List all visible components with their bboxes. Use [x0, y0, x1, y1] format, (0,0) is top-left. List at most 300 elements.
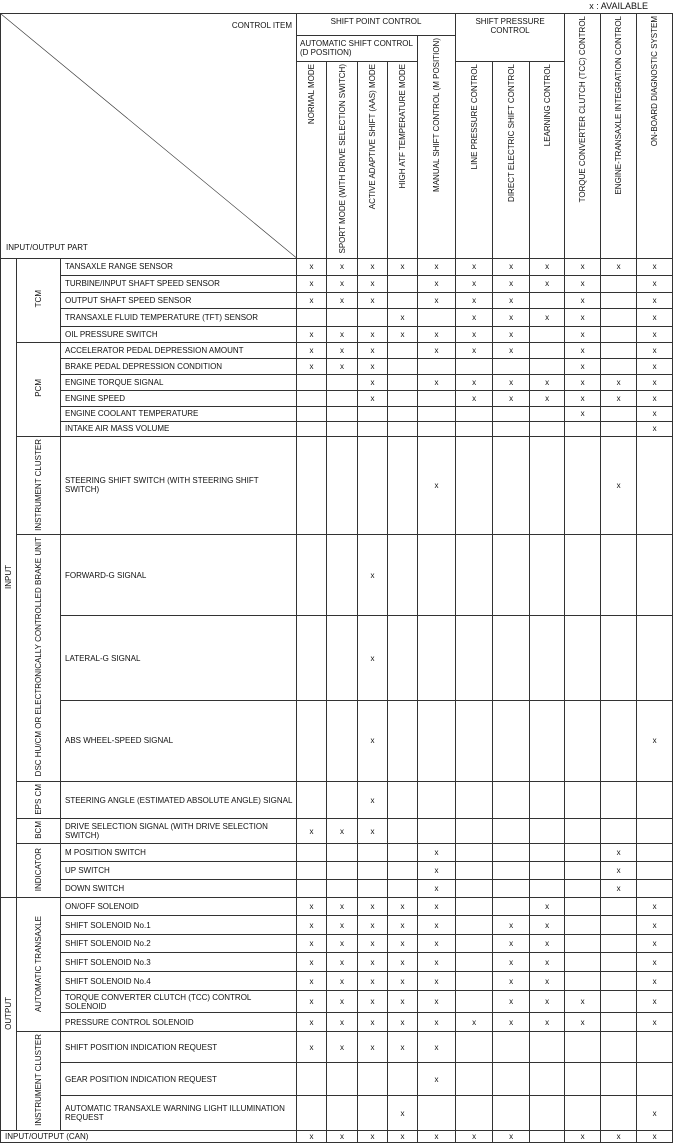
- availability-cell: x: [530, 258, 565, 275]
- availability-cell: [388, 275, 418, 292]
- availability-cell: x: [418, 436, 456, 535]
- table-row: [1, 1013, 673, 1032]
- availability-cell: [327, 616, 358, 701]
- availability-cell: x: [493, 1131, 530, 1143]
- availability-cell: x: [530, 308, 565, 326]
- row-label: ENGINE COOLANT TEMPERATURE: [61, 406, 297, 421]
- availability-cell: x: [388, 972, 418, 991]
- availability-cell: x: [456, 1013, 493, 1032]
- availability-cell: x: [388, 1032, 418, 1063]
- row-label: SHIFT SOLENOID No.1: [61, 916, 297, 935]
- availability-cell: [493, 406, 530, 421]
- availability-cell: x: [358, 535, 388, 616]
- availability-cell: [601, 1062, 637, 1095]
- availability-cell: x: [358, 616, 388, 701]
- can-row-label: INPUT/OUTPUT (CAN): [1, 1131, 297, 1143]
- availability-cell: [418, 1096, 456, 1131]
- availability-cell: [530, 1096, 565, 1131]
- availability-cell: x: [601, 390, 637, 406]
- availability-cell: [601, 275, 637, 292]
- availability-cell: x: [565, 991, 601, 1013]
- row-label: ENGINE SPEED: [61, 390, 297, 406]
- availability-cell: x: [388, 258, 418, 275]
- availability-cell: x: [297, 819, 327, 844]
- availability-cell: [388, 374, 418, 390]
- availability-cell: x: [358, 358, 388, 374]
- table-row: [1, 616, 673, 701]
- availability-cell: [530, 436, 565, 535]
- availability-cell: [601, 616, 637, 701]
- availability-cell: x: [297, 935, 327, 953]
- row-label: SHIFT POSITION INDICATION REQUEST: [61, 1032, 297, 1063]
- group-instrument-cluster-output: INSTRUMENT CLUSTER: [17, 1032, 61, 1131]
- availability-cell: [565, 880, 601, 898]
- col-header-line-pressure: LINE PRESSURE CONTROL: [456, 62, 493, 259]
- availability-cell: [418, 700, 456, 781]
- availability-cell: [493, 700, 530, 781]
- availability-cell: [637, 1032, 673, 1063]
- availability-cell: [601, 421, 637, 436]
- availability-cell: x: [418, 880, 456, 898]
- availability-cell: x: [637, 953, 673, 972]
- availability-cell: x: [418, 991, 456, 1013]
- availability-cell: x: [456, 374, 493, 390]
- row-label: OIL PRESSURE SWITCH: [61, 326, 297, 342]
- availability-cell: [530, 844, 565, 862]
- availability-cell: [456, 916, 493, 935]
- availability-cell: [601, 342, 637, 358]
- col-header-high-atf: HIGH ATF TEMPERATURE MODE: [388, 62, 418, 259]
- availability-cell: x: [297, 991, 327, 1013]
- row-label: DOWN SWITCH: [61, 880, 297, 898]
- availability-cell: [327, 406, 358, 421]
- availability-cell: [601, 358, 637, 374]
- shift-point-control-header: SHIFT POINT CONTROL: [297, 14, 456, 36]
- availability-cell: x: [388, 898, 418, 916]
- row-label: PRESSURE CONTROL SOLENOID: [61, 1013, 297, 1032]
- availability-cell: x: [637, 374, 673, 390]
- row-label: ON/OFF SOLENOID: [61, 898, 297, 916]
- availability-cell: [493, 1096, 530, 1131]
- availability-cell: [493, 436, 530, 535]
- auto-shift-control-header: AUTOMATIC SHIFT CONTROL (D POSITION): [297, 36, 418, 62]
- availability-cell: x: [530, 935, 565, 953]
- availability-cell: [418, 535, 456, 616]
- availability-cell: [530, 616, 565, 701]
- availability-cell: x: [358, 700, 388, 781]
- availability-cell: [601, 935, 637, 953]
- availability-cell: x: [327, 326, 358, 342]
- availability-cell: [297, 390, 327, 406]
- availability-cell: x: [530, 1013, 565, 1032]
- availability-cell: [530, 862, 565, 880]
- availability-cell: [493, 358, 530, 374]
- availability-cell: [601, 972, 637, 991]
- row-label: AUTOMATIC TRANSAXLE WARNING LIGHT ILLUMINATION REQUEST: [61, 1096, 297, 1131]
- availability-cell: [358, 436, 388, 535]
- availability-cell: [601, 308, 637, 326]
- availability-cell: [493, 1032, 530, 1063]
- availability-cell: x: [327, 292, 358, 308]
- table-row: [1, 781, 673, 819]
- availability-cell: x: [530, 390, 565, 406]
- availability-cell: x: [493, 1013, 530, 1032]
- availability-cell: x: [327, 342, 358, 358]
- table-row: [1, 421, 673, 436]
- availability-cell: [418, 308, 456, 326]
- availability-cell: x: [565, 292, 601, 308]
- availability-cell: x: [327, 258, 358, 275]
- availability-cell: [358, 308, 388, 326]
- table-row: [1, 1062, 673, 1095]
- section-output: OUTPUT: [1, 898, 17, 1131]
- availability-cell: x: [358, 935, 388, 953]
- availability-cell: [530, 342, 565, 358]
- availability-cell: x: [327, 935, 358, 953]
- availability-cell: [418, 421, 456, 436]
- availability-cell: x: [358, 1032, 388, 1063]
- col-header-manual-shift: MANUAL SHIFT CONTROL (M POSITION): [418, 36, 456, 259]
- availability-cell: [327, 535, 358, 616]
- availability-cell: x: [493, 972, 530, 991]
- availability-cell: [418, 358, 456, 374]
- availability-cell: [388, 880, 418, 898]
- availability-cell: [358, 406, 388, 421]
- availability-cell: [327, 1062, 358, 1095]
- table-row: [1, 390, 673, 406]
- row-label: SHIFT SOLENOID No.4: [61, 972, 297, 991]
- availability-cell: [418, 390, 456, 406]
- availability-cell: x: [530, 953, 565, 972]
- availability-cell: x: [493, 342, 530, 358]
- availability-cell: [565, 1032, 601, 1063]
- availability-cell: [297, 844, 327, 862]
- availability-cell: [456, 700, 493, 781]
- table-row: [1, 991, 673, 1013]
- availability-cell: x: [388, 991, 418, 1013]
- availability-cell: x: [637, 1013, 673, 1032]
- group-indicator: INDICATOR: [17, 844, 61, 898]
- availability-cell: [327, 700, 358, 781]
- availability-cell: x: [388, 1013, 418, 1032]
- availability-cell: x: [327, 916, 358, 935]
- availability-cell: x: [637, 308, 673, 326]
- availability-cell: [493, 862, 530, 880]
- row-label: STEERING ANGLE (ESTIMATED ABSOLUTE ANGLE) SIGNAL: [61, 781, 297, 819]
- availability-cell: x: [358, 972, 388, 991]
- availability-cell: [358, 421, 388, 436]
- availability-cell: [456, 616, 493, 701]
- availability-cell: [493, 781, 530, 819]
- availability-cell: [493, 616, 530, 701]
- availability-cell: x: [565, 390, 601, 406]
- group-dsc: DSC HU/CM OR ELECTRONICALLY CONTROLLED BRAKE UNIT: [17, 535, 61, 781]
- availability-cell: x: [297, 326, 327, 342]
- availability-cell: [456, 862, 493, 880]
- availability-cell: [388, 421, 418, 436]
- availability-cell: [637, 819, 673, 844]
- availability-cell: [637, 862, 673, 880]
- availability-cell: [530, 292, 565, 308]
- availability-cell: x: [297, 1131, 327, 1143]
- availability-cell: [530, 326, 565, 342]
- availability-cell: [297, 374, 327, 390]
- availability-cell: x: [601, 436, 637, 535]
- availability-cell: x: [358, 374, 388, 390]
- io-part-label: INPUT/OUTPUT PART: [6, 242, 88, 252]
- availability-cell: x: [601, 844, 637, 862]
- availability-cell: [297, 1062, 327, 1095]
- col-header-learning: LEARNING CONTROL: [530, 62, 565, 259]
- availability-cell: x: [358, 390, 388, 406]
- availability-cell: x: [418, 1062, 456, 1095]
- availability-cell: x: [358, 991, 388, 1013]
- availability-cell: [601, 916, 637, 935]
- availability-cell: x: [358, 326, 388, 342]
- availability-cell: [297, 1096, 327, 1131]
- col-header-engine-transaxle: ENGINE-TRANSAXLE INTEGRATION CONTROL: [601, 14, 637, 259]
- availability-cell: x: [297, 953, 327, 972]
- availability-cell: x: [601, 258, 637, 275]
- availability-cell: x: [493, 916, 530, 935]
- availability-cell: [327, 1096, 358, 1131]
- availability-cell: x: [297, 972, 327, 991]
- availability-cell: x: [327, 1032, 358, 1063]
- availability-cell: [388, 406, 418, 421]
- table-row: [1, 819, 673, 844]
- availability-cell: [297, 406, 327, 421]
- availability-cell: [637, 535, 673, 616]
- availability-cell: [456, 421, 493, 436]
- row-label: ENGINE TORQUE SIGNAL: [61, 374, 297, 390]
- availability-cell: x: [601, 862, 637, 880]
- availability-cell: [388, 844, 418, 862]
- availability-cell: x: [327, 1013, 358, 1032]
- availability-cell: x: [388, 1131, 418, 1143]
- availability-cell: [327, 390, 358, 406]
- availability-cell: [530, 880, 565, 898]
- shift-pressure-control-header: SHIFT PRESSURE CONTROL: [456, 14, 565, 62]
- availability-cell: x: [565, 326, 601, 342]
- availability-cell: [493, 844, 530, 862]
- row-label: TORQUE CONVERTER CLUTCH (TCC) CONTROL SOLENOID: [61, 991, 297, 1013]
- availability-cell: [530, 1032, 565, 1063]
- availability-cell: [601, 700, 637, 781]
- availability-cell: x: [530, 972, 565, 991]
- availability-cell: [456, 358, 493, 374]
- availability-cell: [327, 880, 358, 898]
- table-row: [1, 275, 673, 292]
- availability-cell: x: [297, 275, 327, 292]
- availability-cell: [456, 406, 493, 421]
- availability-cell: [297, 616, 327, 701]
- availability-cell: [388, 390, 418, 406]
- table-row: [1, 972, 673, 991]
- availability-cell: [565, 953, 601, 972]
- availability-cell: [601, 1032, 637, 1063]
- availability-cell: x: [297, 258, 327, 275]
- availability-cell: [601, 1013, 637, 1032]
- availability-cell: x: [418, 953, 456, 972]
- availability-cell: [456, 436, 493, 535]
- availability-cell: x: [297, 358, 327, 374]
- availability-cell: x: [493, 258, 530, 275]
- availability-cell: x: [327, 972, 358, 991]
- availability-cell: x: [456, 258, 493, 275]
- table-row: [1, 953, 673, 972]
- availability-cell: [388, 342, 418, 358]
- availability-cell: x: [418, 1131, 456, 1143]
- availability-cell: [327, 308, 358, 326]
- availability-cell: x: [388, 308, 418, 326]
- availability-cell: x: [637, 275, 673, 292]
- col-header-sport-mode: SPORT MODE (WITH DRIVE SELECTION SWITCH): [327, 62, 358, 259]
- availability-cell: [493, 880, 530, 898]
- availability-cell: x: [358, 275, 388, 292]
- availability-cell: x: [456, 275, 493, 292]
- availability-cell: [456, 1062, 493, 1095]
- table-row: [1, 308, 673, 326]
- availability-cell: [565, 700, 601, 781]
- col-header-obd: ON-BOARD DIAGNOSTIC SYSTEM: [637, 14, 673, 259]
- table-row: [1, 1096, 673, 1131]
- availability-cell: x: [601, 1131, 637, 1143]
- row-label: TURBINE/INPUT SHAFT SPEED SENSOR: [61, 275, 297, 292]
- availability-cell: x: [327, 275, 358, 292]
- availability-cell: [601, 1096, 637, 1131]
- row-label: SHIFT SOLENOID No.2: [61, 935, 297, 953]
- availability-cell: x: [601, 374, 637, 390]
- row-label: SHIFT SOLENOID No.3: [61, 953, 297, 972]
- availability-cell: x: [530, 898, 565, 916]
- availability-cell: [493, 1062, 530, 1095]
- availability-cell: x: [565, 374, 601, 390]
- availability-cell: [530, 535, 565, 616]
- availability-cell: x: [388, 935, 418, 953]
- availability-cell: x: [456, 326, 493, 342]
- availability-cell: x: [456, 390, 493, 406]
- availability-cell: [493, 819, 530, 844]
- availability-cell: x: [637, 406, 673, 421]
- availability-cell: x: [327, 819, 358, 844]
- availability-cell: [565, 972, 601, 991]
- availability-cell: [565, 781, 601, 819]
- availability-cell: [637, 616, 673, 701]
- availability-cell: [388, 781, 418, 819]
- availability-cell: [358, 880, 388, 898]
- availability-cell: [601, 819, 637, 844]
- availability-cell: x: [493, 953, 530, 972]
- availability-cell: [601, 898, 637, 916]
- availability-cell: [565, 421, 601, 436]
- group-tcm: TCM: [17, 258, 61, 342]
- availability-cell: [297, 421, 327, 436]
- table-row: [1, 1131, 673, 1143]
- availability-cell: x: [637, 358, 673, 374]
- availability-cell: [456, 535, 493, 616]
- availability-cell: x: [418, 342, 456, 358]
- availability-cell: [565, 916, 601, 935]
- availability-cell: [601, 781, 637, 819]
- availability-cell: x: [456, 292, 493, 308]
- availability-cell: [530, 406, 565, 421]
- availability-cell: x: [637, 935, 673, 953]
- table-row: [1, 258, 673, 275]
- availability-cell: [530, 781, 565, 819]
- availability-cell: x: [565, 308, 601, 326]
- availability-cell: [327, 844, 358, 862]
- availability-cell: [493, 535, 530, 616]
- availability-cell: x: [418, 898, 456, 916]
- availability-cell: x: [493, 390, 530, 406]
- availability-cell: x: [388, 916, 418, 935]
- col-header-aas-mode: ACTIVE ADAPTIVE SHIFT (AAS) MODE: [358, 62, 388, 259]
- table-row: [1, 326, 673, 342]
- availability-cell: [388, 358, 418, 374]
- availability-cell: x: [418, 1013, 456, 1032]
- availability-cell: x: [297, 898, 327, 916]
- row-label: GEAR POSITION INDICATION REQUEST: [61, 1062, 297, 1095]
- row-label: BRAKE PEDAL DEPRESSION CONDITION: [61, 358, 297, 374]
- availability-cell: [456, 898, 493, 916]
- availability-cell: [456, 880, 493, 898]
- availability-cell: [601, 953, 637, 972]
- availability-cell: x: [637, 916, 673, 935]
- availability-cell: x: [493, 374, 530, 390]
- table-row: [1, 898, 673, 916]
- availability-cell: [388, 700, 418, 781]
- availability-cell: x: [637, 1096, 673, 1131]
- availability-cell: [530, 1131, 565, 1143]
- row-label: INTAKE AIR MASS VOLUME: [61, 421, 297, 436]
- availability-cell: [456, 991, 493, 1013]
- availability-cell: x: [493, 935, 530, 953]
- availability-cell: x: [637, 342, 673, 358]
- table-row: [1, 1032, 673, 1063]
- row-label: ACCELERATOR PEDAL DEPRESSION AMOUNT: [61, 342, 297, 358]
- availability-cell: x: [327, 953, 358, 972]
- availability-cell: x: [358, 781, 388, 819]
- availability-cell: [493, 898, 530, 916]
- availability-cell: x: [418, 972, 456, 991]
- availability-cell: x: [637, 898, 673, 916]
- col-header-tcc: TORQUE CONVERTER CLUTCH (TCC) CONTROL: [565, 14, 601, 259]
- availability-cell: x: [530, 275, 565, 292]
- col-header-direct-electric: DIRECT ELECTRIC SHIFT CONTROL: [493, 62, 530, 259]
- availability-cell: [456, 1096, 493, 1131]
- availability-cell: x: [327, 991, 358, 1013]
- row-label: TANSAXLE RANGE SENSOR: [61, 258, 297, 275]
- availability-cell: [601, 535, 637, 616]
- availability-cell: [601, 406, 637, 421]
- availability-cell: x: [358, 1131, 388, 1143]
- row-label: UP SWITCH: [61, 862, 297, 880]
- availability-cell: x: [637, 700, 673, 781]
- table-row: [1, 358, 673, 374]
- availability-cell: [565, 436, 601, 535]
- availability-cell: [565, 616, 601, 701]
- availability-cell: [456, 819, 493, 844]
- availability-cell: [530, 358, 565, 374]
- availability-cell: [327, 436, 358, 535]
- availability-cell: [388, 292, 418, 308]
- control-item-label: CONTROL ITEM: [231, 21, 293, 30]
- availability-cell: x: [637, 326, 673, 342]
- availability-cell: [388, 436, 418, 535]
- availability-cell: x: [565, 275, 601, 292]
- availability-cell: x: [418, 258, 456, 275]
- availability-cell: x: [418, 844, 456, 862]
